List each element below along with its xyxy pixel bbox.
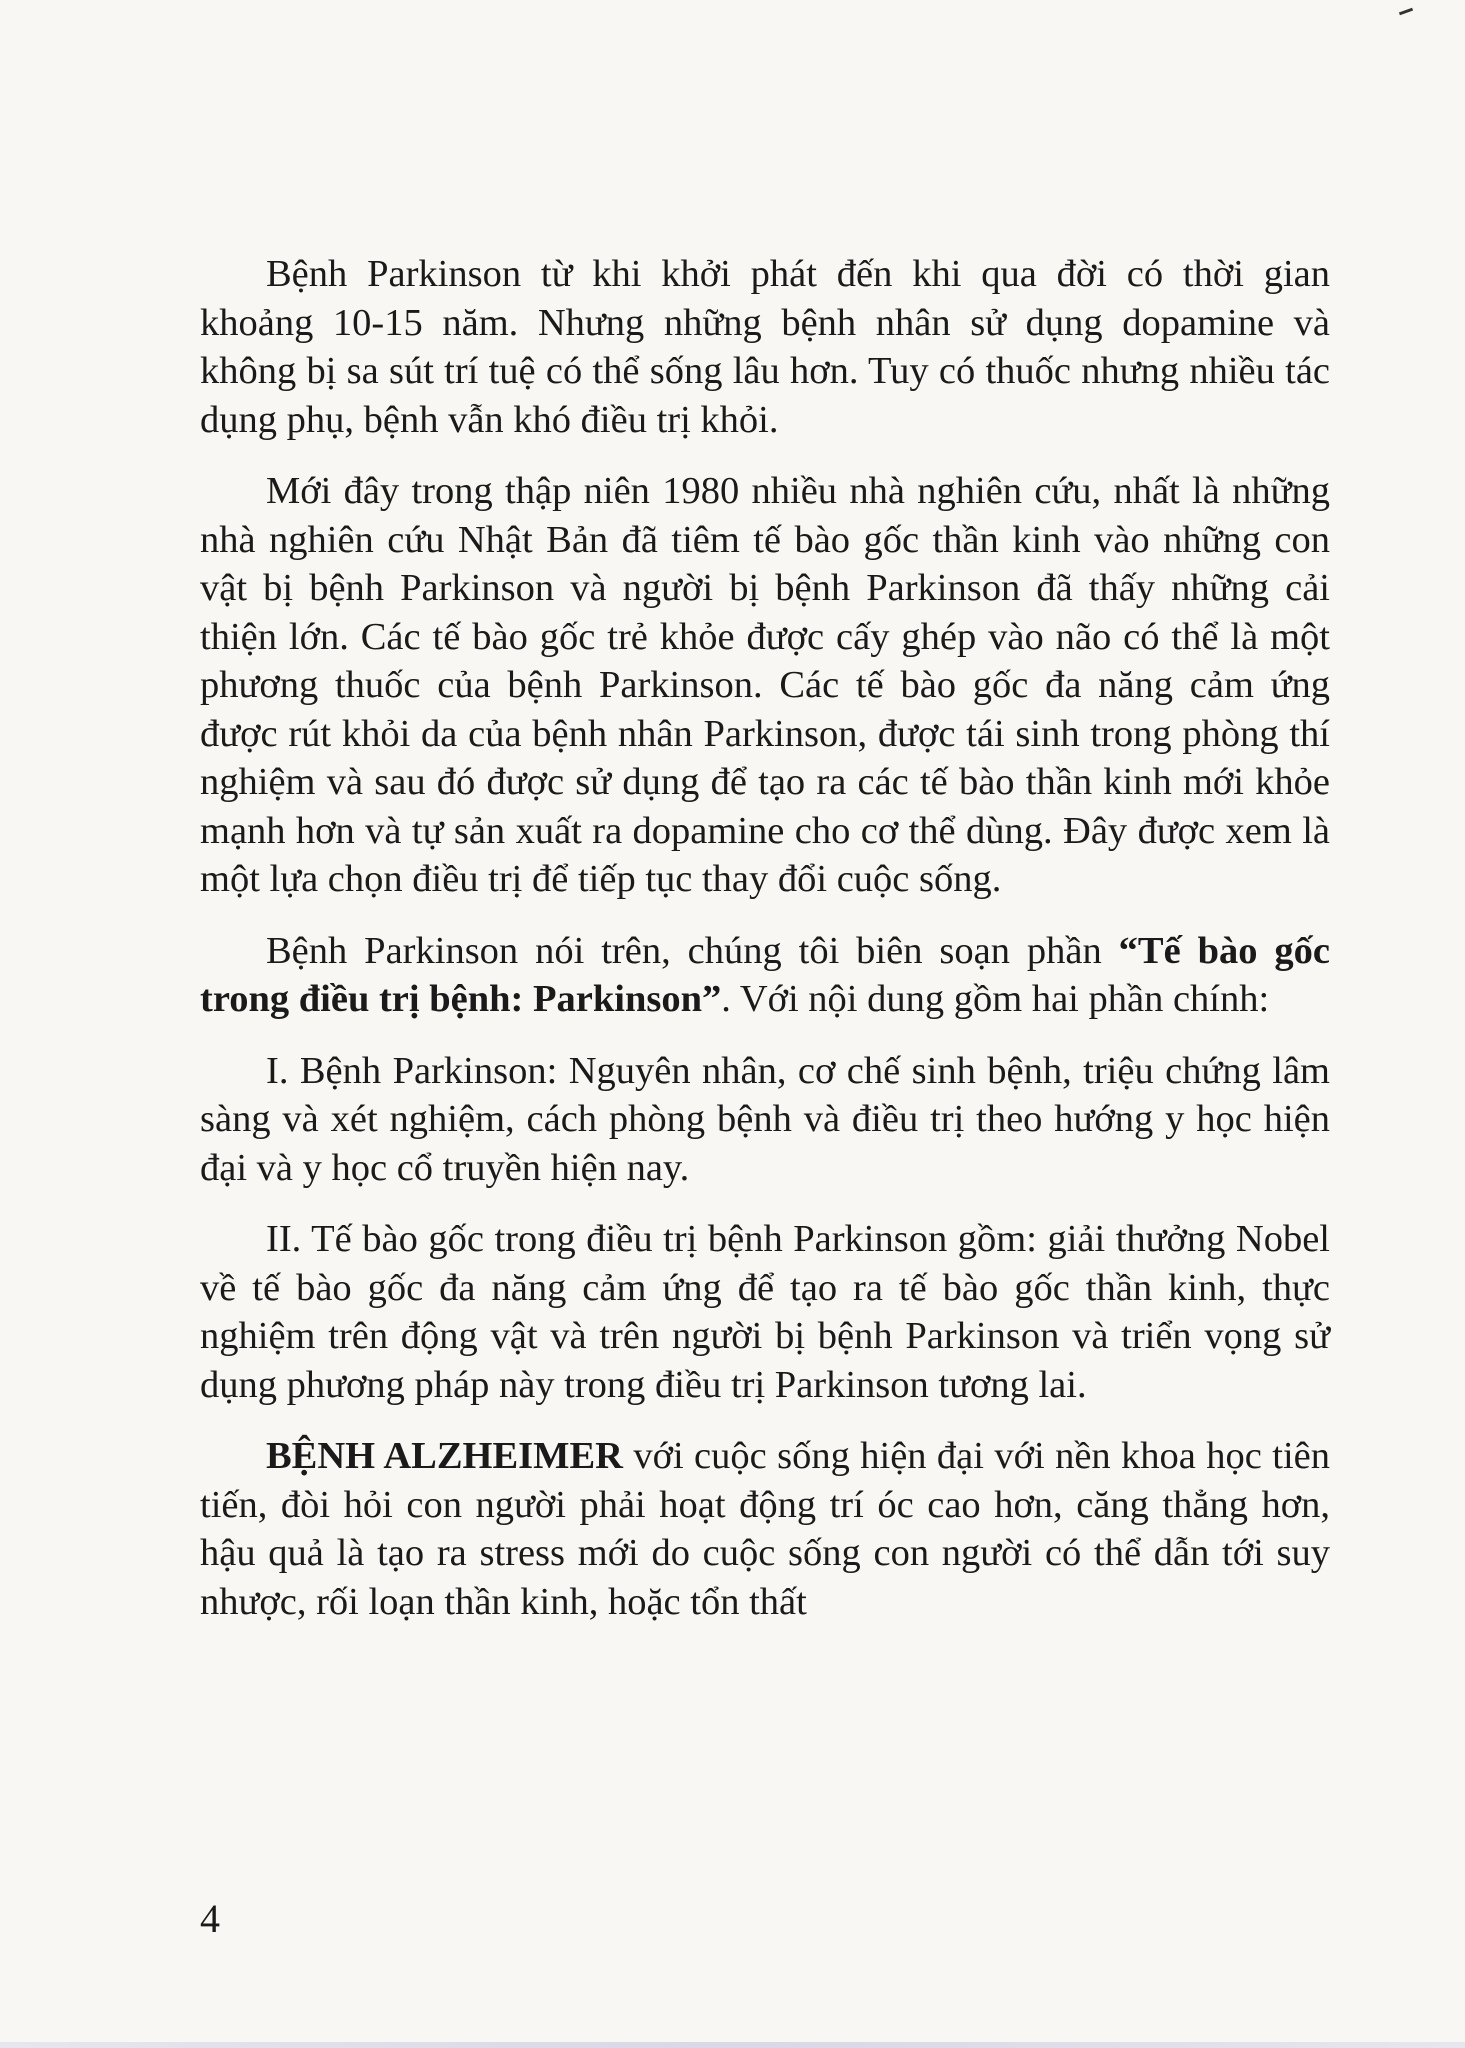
paragraph-3 [200,927,1330,1024]
paragraph-6-rest: với cuộc sống hiện đại với nền khoa học tiên tiến, đòi hỏi con người phải hoạt động trí óc cao hơn, căng thẳng hơn, hậu quả là tạo ra stress mới do cuộc sống con người có thể dẫn tới suy nhược, rối loạn thần kinh, hoặc tổn thất [200,1435,1330,1623]
page-bottom-edge [0,2042,1465,2048]
section-title-bold: “Tế bào gốc trong điều trị bệnh: Parkinson” [200,929,1330,1020]
paragraph-4: I. Bệnh Parkinson: Nguyên nhân, cơ chế sinh bệnh, triệu chứng lâm sàng và xét nghiệm, cách phòng bệnh và điều trị theo hướng y học hiện đại và y học cổ truyền hiện nay. [200,1049,1330,1189]
page-number: 4 [200,1896,220,1941]
paragraph-2: Mới đây trong thập niên 1980 nhiều nhà nghiên cứu, nhất là những nhà nghiên cứu Nhật Bản đã tiêm tế bào gốc thần kinh vào những con vật bị bệnh Parkinson và người bị bệnh Parkinson đã thấy những cải thiện lớn. Các tế bào gốc trẻ khỏe được cấy ghép vào não có thể là một phương thuốc của bệnh Parkinson. Các tế bào gốc đa năng cảm ứng được rút khỏi da của bệnh nhân Parkinson, được tái sinh trong phòng thí nghiệm và sau đó được sử dụng để tạo ra các tế bào thần kinh mới khỏe mạnh hơn và tự sản xuất ra dopamine cho cơ thể dùng. Đây được xem là một lựa chọn điều trị để tiếp tục thay đổi cuộc sống. [200,470,1330,900]
scan-mark [1399,8,1413,16]
alzheimer-heading: BỆNH ALZHEIMER [266,1435,623,1477]
paragraph-5: II. Tế bào gốc trong điều trị bệnh Parkinson gồm: giải thưởng Nobel về tế bào gốc đa năng cảm ứng để tạo ra tế bào gốc thần kinh, thực nghiệm trên động vật và trên người bị bệnh Parkinson và triển vọng sử dụng phương pháp này trong điều trị Parkinson tương lai. [200,1218,1330,1406]
body-text [200,250,1330,1649]
paragraph-3-intro: Bệnh Parkinson nói trên, chúng tôi biên soạn phần [266,929,1119,972]
paragraph-6 [200,1432,1330,1626]
paragraph-1: Bệnh Parkinson từ khi khởi phát đến khi qua đời có thời gian khoảng 10-15 năm. Nhưng những bệnh nhân sử dụng dopamine và không bị sa sút trí tuệ có thể sống lâu hơn. Tuy có thuốc nhưng nhiều tác dụng phụ, bệnh vẫn khó điều trị khỏi. [200,253,1330,441]
paragraph-3-rest: . Với nội dung gồm hai phần chính: [721,978,1270,1020]
